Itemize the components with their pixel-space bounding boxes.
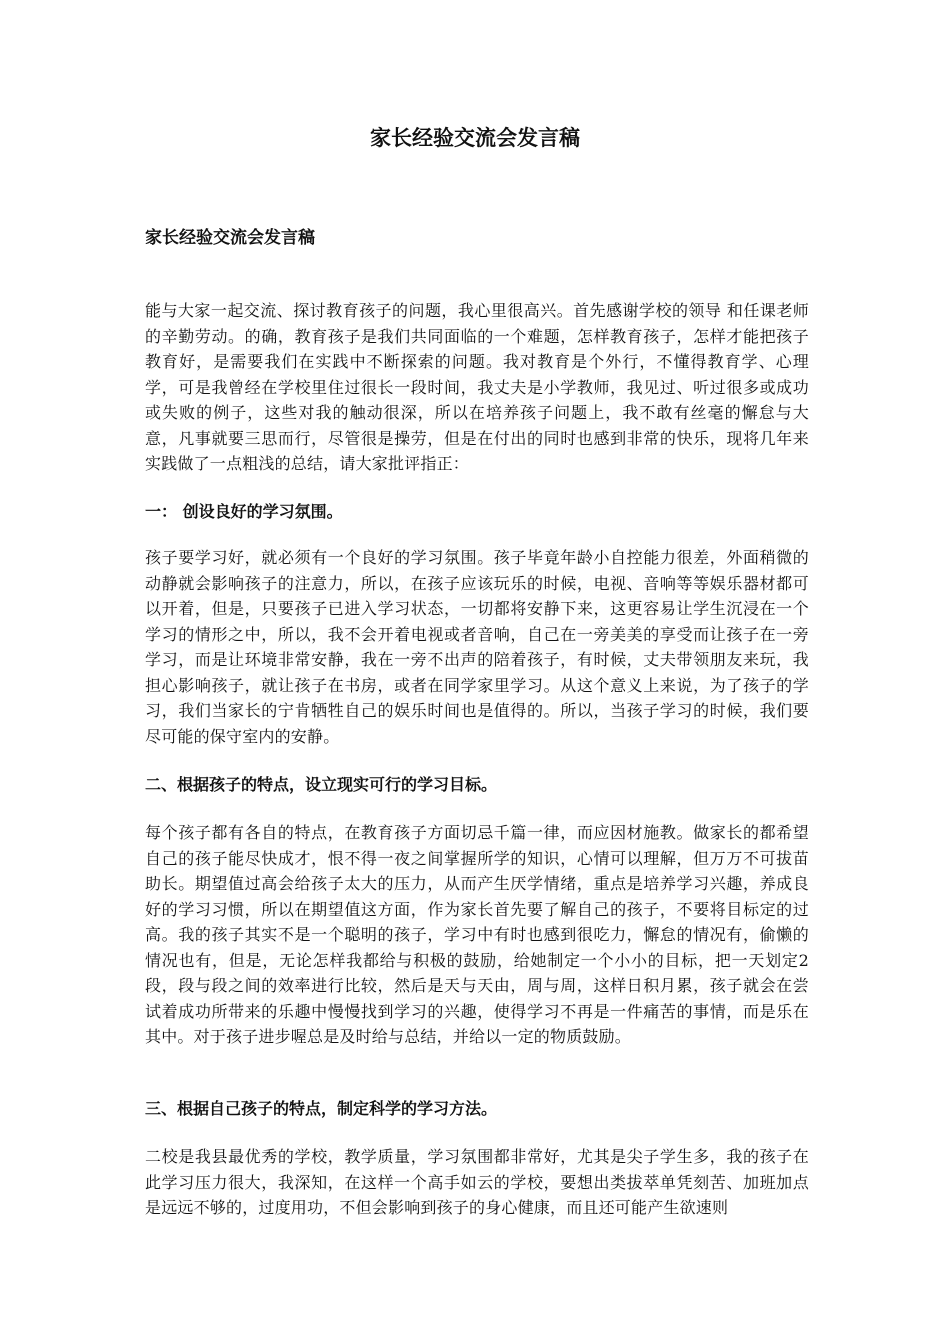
document-title: 家长经验交流会发言稿 [370,125,580,150]
section-body-2: 每个孩子都有各自的特点，在教育孩子方面切忌千篇一律，而应因材施教。做家长的都希望自己的孩子能尽快成才，恨不得一夜之间掌握所学的知识，心情可以理解，但万万不可拔苗助长。期望值过高会给孩子太大的压力，从而产生厌学情绪，重点是培养学习兴趣，养成良好的学习习惯，所以在期望值这方面，作为家长首先要了解自己的孩子，不要将目标定的过高。我的孩子其实不是一个聪明的孩子，学习中有时也感到很吃力，懈怠的情况有，偷懒的情况也有，但是，无论怎样我都给与积极的鼓励，给她制定一个小小的目标，把一天划定2段，段与段之间的效率进行比较，然后是天与天由，周与周，这样日积月累，孩子就会在尝试着成功所带来的乐趣中慢慢找到学习的兴趣，使得学习不再是一件痛苦的事情，而是乐在其中。对于孩子进步喔总是及时给与总结，并给以一定的物质鼓励。 [145,823,809,1046]
section-heading-1: 一： 创设良好的学习氛围。 [145,502,343,521]
section-body-3: 二校是我县最优秀的学校，教学质量，学习氛围都非常好，尤其是尖子学生多，我的孩子在此学习压力很大，我深知，在这样一个高手如云的学校，要想出类拔萃单凭刻苦、加班加点是远远不够的，过度用功，不但会影响到孩子的身心健康，而且还可能产生欲速则 [145,1147,809,1217]
intro-paragraph: 能与大家一起交流、探讨教育孩子的问题，我心里很高兴。首先感谢学校的领导 和任课老师的辛勤劳动。的确，教育孩子是我们共同面临的一个难题，怎样教育孩子，怎样才能把孩子教育好，是需要我们在实践中不断探索的问题。我对教育是个外行，不懂得教育学、心理学，可是我曾经在学校里住过很长一段时间，我丈夫是小学教师，我见过、听过很多或成功或失败的例子，这些对我的触动很深，所以在培养孩子问题上，我不敢有丝毫的懈怠与大意，凡事就要三思而行，尽管很是操劳，但是在付出的同时也感到非常的快乐，现将几年来实践做了一点粗浅的总结，请大家批评指正： [145,301,809,473]
section-heading-2: 二、根据孩子的特点，设立现实可行的学习目标。 [145,775,498,794]
section-heading-3: 三、根据自己孩子的特点，制定科学的学习方法。 [145,1099,498,1118]
document-subtitle: 家长经验交流会发言稿 [145,228,315,248]
section-body-1: 孩子要学习好，就必须有一个良好的学习氛围。孩子毕竟年龄小自控能力很差，外面稍微的动静就会影响孩子的注意力，所以，在孩子应该玩乐的时候，电视、音响等等娱乐器材都可以开着，但是，只要孩子已进入学习状态，一切都将安静下来，这更容易让学生沉浸在一个学习的情形之中，所以，我不会开着电视或者音响，自己在一旁美美的享受而让孩子在一旁学习，而是让环境非常安静，我在一旁不出声的陪着孩子，有时候，丈夫带领朋友来玩，我担心影响孩子，就让孩子在书房，或者在同学家里学习。从这个意义上来说，为了孩子的学习，我们当家长的宁肯牺牲自己的娱乐时间也是值得的。所以，当孩子学习的时候，我们要尽可能的保守室内的安静。 [145,548,809,746]
